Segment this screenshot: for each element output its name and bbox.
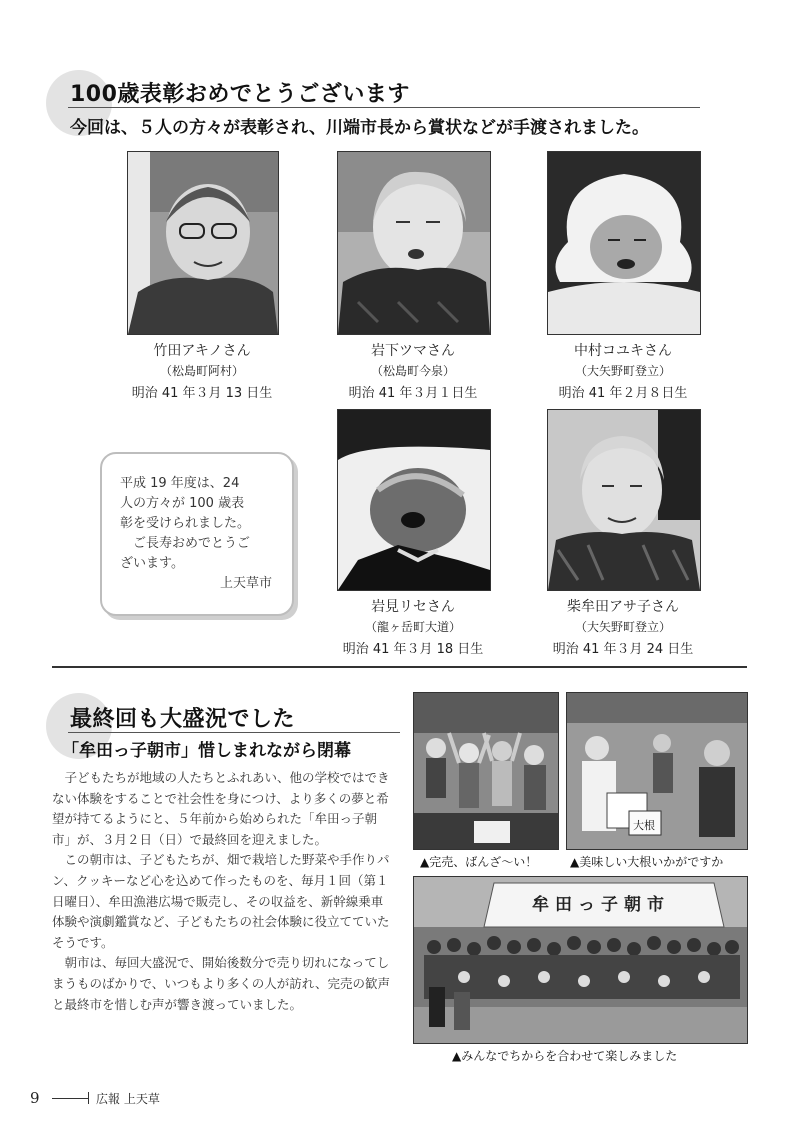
note-line: ざいます。 <box>120 556 184 571</box>
honoree-address: （大矢野町登立） <box>574 364 671 378</box>
honoree-name: 岩見リセさん <box>371 599 455 615</box>
section2-subtitle: 「牟田っ子朝市」惜しまれながら閉幕 <box>62 741 351 761</box>
section1-title-rule <box>68 107 700 108</box>
photo-caption: ▲みんなでちからを合わせて楽しみました <box>452 1049 678 1063</box>
portrait-photo-iwami <box>337 409 491 591</box>
article-paragraph: 朝市は、毎回大盛況で、開始後数分で売り切れになってしまうものばかりで、いつもより多くの人が訪れ、完売の歓声と最終市を惜しむ声が響き渡っていました。 <box>52 955 391 1012</box>
note-line: ご長寿おめでとうご <box>133 536 251 551</box>
honoree-name: 岩下ツマさん <box>371 343 455 359</box>
honoree-birth: 明治 41 年３月 24 日生 <box>552 642 694 657</box>
event-photo-group <box>413 876 748 1044</box>
article-paragraph: 子どもたちが地域の人たちとふれあい、他の学校ではできない体験をすることで社会性を身につけ、より多くの夢と希望が持てるようにと、５年前から始められた「牟田っ子朝市」が、３月２日（日）で最終回を迎えました。 <box>52 770 390 847</box>
portrait-photo-takeda <box>127 151 279 335</box>
photo-caption: ▲美味しい大根いかがですか <box>570 855 724 869</box>
note-line: 彰を受けられました。 <box>120 516 251 531</box>
honoree-address: （龍ヶ岳町大道） <box>364 620 461 634</box>
honoree-name: 竹田アキノさん <box>153 343 251 359</box>
honoree-birth: 明治 41 年３月１日生 <box>348 386 478 401</box>
section-divider <box>52 666 747 668</box>
section1-title: 100歳表彰おめでとうございます <box>70 82 410 107</box>
honoree-birth: 明治 41 年３月 13 日生 <box>131 386 273 401</box>
honoree-address: （松島町今泉） <box>370 364 455 378</box>
event-photo-daikon <box>566 692 748 850</box>
portrait-photo-shibamuta <box>547 409 701 591</box>
page-number: 9 <box>30 1089 40 1107</box>
note-line: 平成 19 年度は、24 <box>120 476 240 491</box>
honoree-name: 柴牟田アサ子さん <box>567 599 679 615</box>
note-box <box>100 452 294 616</box>
honoree-name: 中村コユキさん <box>574 343 672 359</box>
portrait-photo-iwashita <box>337 151 491 335</box>
footer-rule <box>52 1098 88 1099</box>
article-paragraph: この朝市は、子どもたちが、畑で栽培した野菜や手作りパン、クッキーなど心を込めて作ったものを、毎月１回（第１日曜日）、牟田漁港広場で販売し、その収益を、新幹線乗車体験や演劇鑑賞など、子どもたちの社会体験に役立てていたそうです。 <box>52 852 390 950</box>
honoree-birth: 明治 41 年３月 18 日生 <box>342 642 484 657</box>
honoree-birth: 明治 41 年２月８日生 <box>558 386 688 401</box>
publication-name: 広報 上天草 <box>96 1092 160 1106</box>
section2-title: 最終回も大盛況でした <box>70 707 296 732</box>
note-signature: 上天草市 <box>219 576 272 591</box>
tent-sign-text: 牟田っ子朝市 <box>532 895 670 915</box>
daikon-bag-label: 大根 <box>633 819 655 832</box>
honoree-address: （大矢野町登立） <box>574 620 671 634</box>
section1-subtitle: 今回は、５人の方々が表彰され、川端市長から賞状などが手渡されました。 <box>70 118 650 138</box>
note-line: 人の方々が 100 歳表 <box>120 496 245 511</box>
portrait-photo-nakamura <box>547 151 701 335</box>
event-photo-banzai <box>413 692 559 850</box>
honoree-address: （松島町阿村） <box>159 364 244 378</box>
article-body <box>52 768 392 1015</box>
section2-title-rule <box>68 732 400 733</box>
footer-tick <box>88 1092 89 1104</box>
photo-caption: ▲完売、ばんざ〜い！ <box>420 855 538 869</box>
